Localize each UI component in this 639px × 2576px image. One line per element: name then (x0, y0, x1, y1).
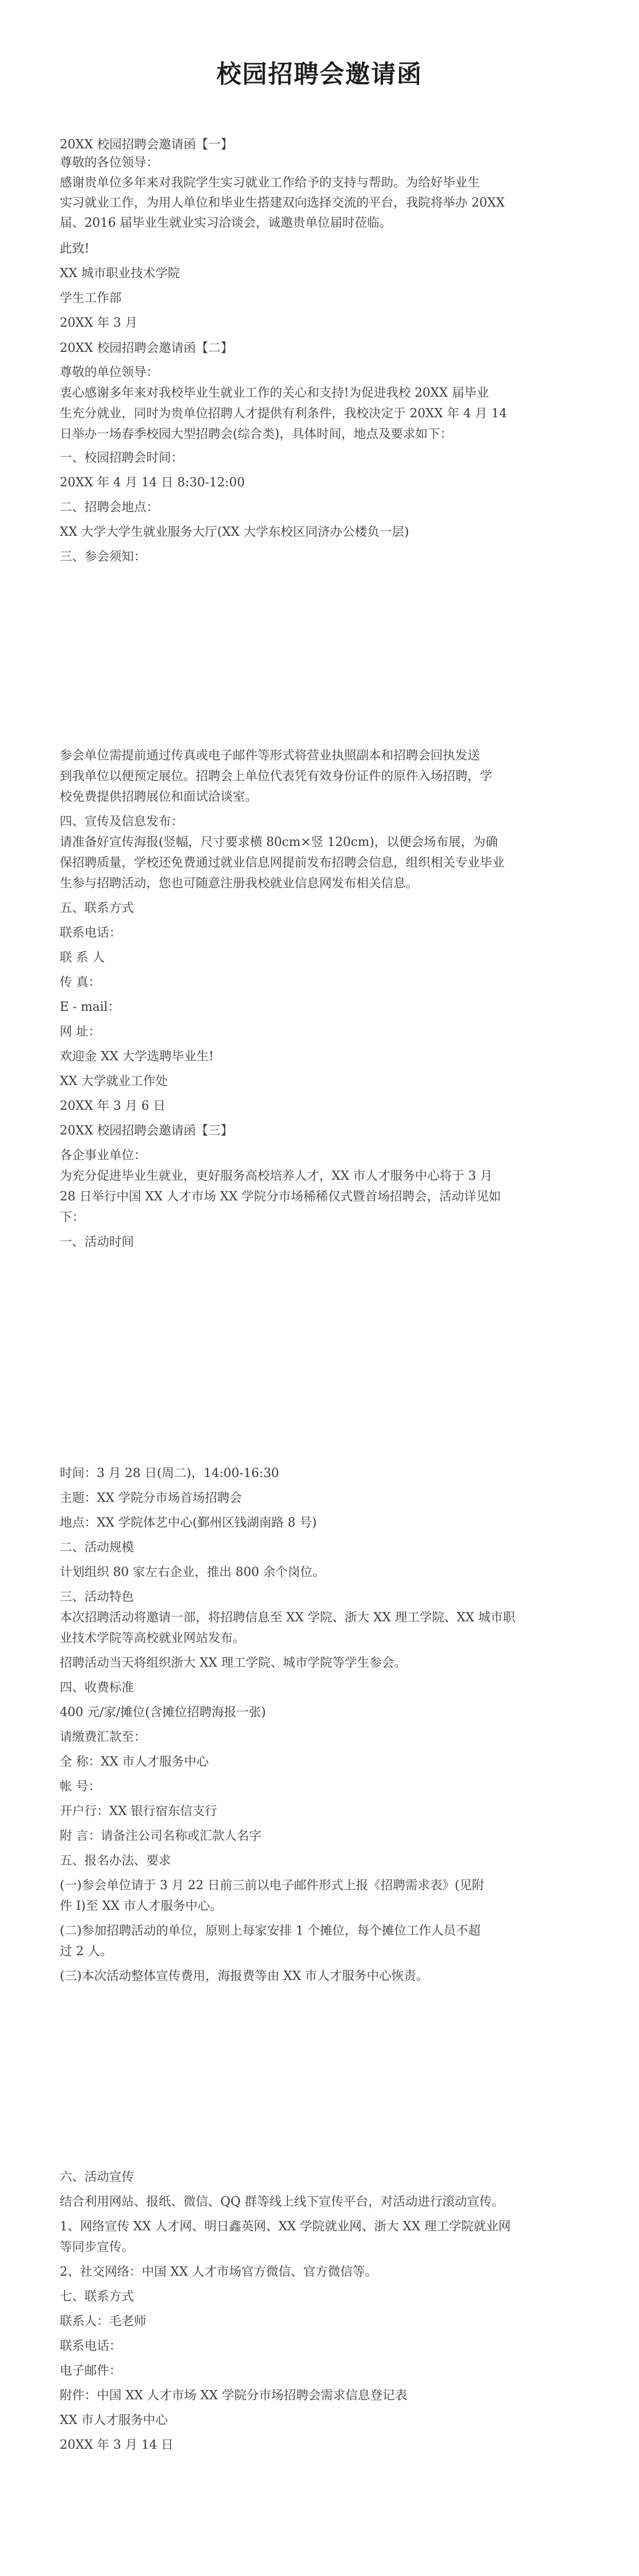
document-line: 二、活动规模 (60, 1540, 134, 1554)
document-line: XX 大学大学生就业服务大厅(XX 大学东校区同济办公楼负一层) (60, 524, 409, 539)
document-line: 生参与招聘活动，您也可随意注册我校就业信息网发布相关信息。 (60, 876, 418, 890)
document-line: 400 元/家/摊位(含摊位招聘海报一张) (60, 1705, 266, 1719)
document-line: 本次招聘活动将邀请一部，将招聘信息至 XX 学院、浙大 XX 理工学院、XX 城市职 (60, 1610, 515, 1624)
document-line: 请准备好宣传海报(竖幅，尺寸要求横 80cm×竖 120cm)，以便会场布展，为确 (60, 835, 498, 849)
document-line: XX 大学就业工作处 (60, 1074, 168, 1088)
document-line: 附 言：请备注公司名称或汇款人名字 (60, 1828, 262, 1843)
document-line: 20XX 校园招聘会邀请函【三】 (60, 1123, 233, 1138)
document-line: 联 系 人 (60, 950, 105, 964)
document-line: 生充分就业，同时为贵单位招聘人才提供有利条件，我校决定于 20XX 年 4 月 14 (60, 406, 507, 420)
document-line: 联系电话： (60, 925, 122, 940)
document-line: 二、招聘会地点： (60, 500, 159, 514)
document-line: 七、联系方式 (60, 2289, 134, 2303)
document-line: 衷心感谢多年来对我校毕业生就业工作的关心和支持!为促进我校 20XX 届毕业 (60, 385, 489, 400)
document-line: 1、网络宣传 XX 人才网、明日鑫英网、XX 学院就业网、浙大 XX 理工学院就业网 (60, 2219, 511, 2233)
document-line: 三、活动特色 (60, 1589, 134, 1604)
document-line: 附件：中国 XX 人才市场 XX 学院分市场招聘会需求信息登记表 (60, 2388, 407, 2402)
document-line: (二)参加招聘活动的单位，原则上每家安排 1 个摊位，每个摊位工作人员不超 (60, 1923, 481, 1938)
document-line: 联系人：毛老师 (60, 2314, 146, 2328)
document-line: XX 城市职业技术学院 (60, 266, 180, 280)
document-line: 28 日举行中国 XX 人才市场 XX 学院分市场稀稀仅式暨首场招聘会，活动详见如 (60, 1189, 502, 1204)
document-line: 日举办一场春季校园大型招聘会(综合类)，具体时间，地点及要求如下： (60, 427, 453, 441)
document-line: 一、活动时间 (60, 1234, 134, 1249)
document-line: 电子邮件： (60, 2363, 122, 2378)
document-line: 时间：3 月 28 日(周二)，14:00-16:30 (60, 1466, 279, 1480)
document-line: 此致! (60, 241, 90, 256)
document-line: 联系电话： (60, 2338, 122, 2353)
document-line: 2、社交网络：中国 XX 人才市场官方微信、官方微信等。 (60, 2264, 377, 2279)
document-line: 三、参会须知： (60, 549, 146, 564)
document-line: 学生工作部 (60, 291, 122, 305)
document-line: 招聘活动当天将组织浙大 XX 理工学院、城市学院等学生参会。 (60, 1655, 407, 1670)
document-line: 尊敬的单位领导： (60, 365, 159, 379)
document-title: 校园招聘会邀请函 (216, 60, 423, 89)
document-line: 件 I)至 XX 市人才服务中心。 (60, 1899, 222, 1913)
document-line: 届、2016 届毕业生就业实习洽谈会，诚邀贵单位届时莅临。 (60, 215, 392, 230)
document-line: (三)本次活动整体宣传费用，海报费等由 XX 市人才服务中心恢责。 (60, 1969, 429, 1983)
document-line: 帐 号： (60, 1779, 101, 1793)
document-line: 主题：XX 学院分市场首场招聘会 (60, 1490, 242, 1505)
document-line: XX 市人才服务中心 (60, 2413, 168, 2427)
document-line: 计划组织 80 家左右企业，推出 800 余个岗位。 (60, 1565, 325, 1579)
document-line: 到我单位以便预定展位。招聘会上单位代表凭有效身份证件的原件入场招聘，学 (60, 769, 492, 783)
document-line: 五、报名办法、要求 (60, 1853, 171, 1868)
document-line: 下： (60, 1210, 84, 1224)
document-line: 感谢贵单位多年来对我院学生实习就业工作给予的支持与帮助。为给好毕业生 (60, 175, 480, 190)
document-line: 全 称：XX 市人才服务中心 (60, 1754, 209, 1769)
document-line: 四、收费标准 (60, 1680, 134, 1694)
document-line: 保招聘质量，学校还免费通过就业信息网提前发布招聘会信息，组织相关专业毕业 (60, 855, 505, 870)
document-line: 一、校园招聘会时间： (60, 450, 183, 465)
document-line: 业技术学院等高校就业网站发布。 (60, 1631, 245, 1645)
document-line: 校免费提供招聘展位和面试洽谈室。 (60, 789, 257, 804)
document-line: 参会单位需提前通过传真或电子邮件等形式将营业执照副本和招聘会回执发送 (60, 748, 480, 762)
document-line: 地点：XX 学院体艺中心(鄞州区钱湖南路 8 号) (60, 1515, 317, 1530)
document-line: 欢迎金 XX 大学选聘毕业生! (60, 1049, 214, 1063)
document-line: 20XX 年 3 月 (60, 315, 137, 330)
document-line: 传 真： (60, 975, 101, 989)
document-line: 六、活动宣传 (60, 2170, 134, 2184)
document-line: 20XX 年 3 月 14 日 (60, 2437, 174, 2452)
document-line: 尊敬的各位领导： (60, 155, 159, 170)
document-line: 五、联系方式 (60, 901, 134, 915)
document-line: 等同步宣传。 (60, 2240, 134, 2254)
document-line: 20XX 年 4 月 14 日 8:30-12:00 (60, 475, 245, 489)
document-line: 结合利用网站、报纸、微信、QQ 群等线上线下宣传平台，对活动进行滚动宣传。 (60, 2194, 504, 2209)
document-line: 为充分促进毕业生就业，更好服务高校培养人才，XX 市人才服务中心将于 3 月 (60, 1168, 493, 1183)
document-line: 网 址： (60, 1024, 101, 1039)
document-line: 四、宣传及信息发布： (60, 814, 183, 828)
document-line: 实习就业工作，为用人单位和毕业生搭建双向选择交流的平台，我院将举办 20XX (60, 195, 505, 210)
document-line: E - mail： (60, 999, 120, 1014)
document-line: 20XX 校园招聘会邀请函【二】 (60, 341, 233, 355)
document-line: 20XX 年 3 月 6 日 (60, 1098, 166, 1113)
document-line: (一)参会单位请于 3 月 22 日前三前以电子邮件形式上报《招聘需求表》(见附 (60, 1878, 485, 1892)
document-line: 开户行：XX 银行宿东信支行 (60, 1804, 217, 1818)
document-line: 请缴费汇款至： (60, 1730, 146, 1744)
document-line: 20XX 校园招聘会邀请函【一】 (60, 137, 233, 151)
document-line: 过 2 人。 (60, 1944, 113, 1958)
document-line: 各企事业单位： (60, 1148, 146, 1162)
